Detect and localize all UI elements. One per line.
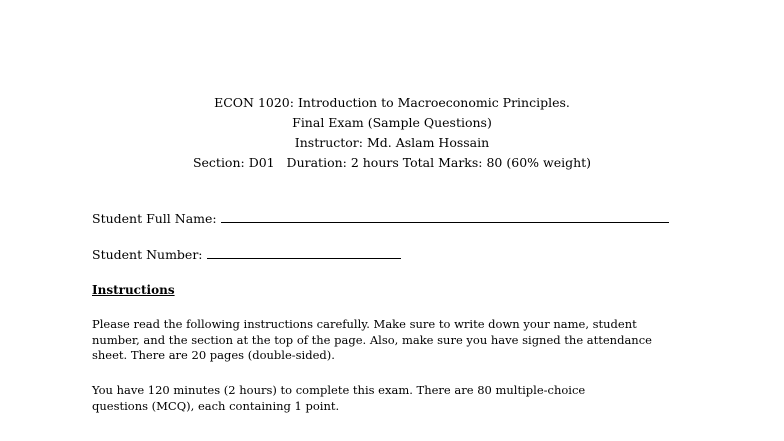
student-number-label: Student Number: [92,247,203,262]
paragraph-line: You have 120 minutes (2 hours) to complete this exam. There are 80 multiple-choice [92,383,586,397]
student-name-blank [221,210,669,223]
instructions-paragraph-2 [92,383,652,414]
instructor-line: Instructor: Md. Aslam Hossain [294,135,490,150]
exam-title: Final Exam (Sample Questions) [292,115,492,130]
exam-header [0,93,784,173]
paragraph-line: number, and the section at the top of the page. Also, make sure you have signed the attendance [92,332,652,347]
student-name-label: Student Full Name: [92,211,217,226]
instructions-heading: Instructions [92,283,175,297]
course-title: ECON 1020: Introduction to Macroeconomic Principles. [214,95,570,110]
instructions-paragraph-1 [92,317,652,364]
paragraph-line: Please read the following instructions carefully. Make sure to write down your name, student [92,317,637,331]
paragraph-line: questions (MCQ), each containing 1 point. [92,398,340,413]
section-duration-line: Section: D01 Duration: 2 hours Total Marks: 80 (60% weight) [192,155,592,170]
student-name-field [92,210,669,226]
student-number-field [92,246,401,262]
paragraph-line: sheet. There are 20 pages (double-sided). [92,348,335,362]
student-number-blank [207,246,401,259]
